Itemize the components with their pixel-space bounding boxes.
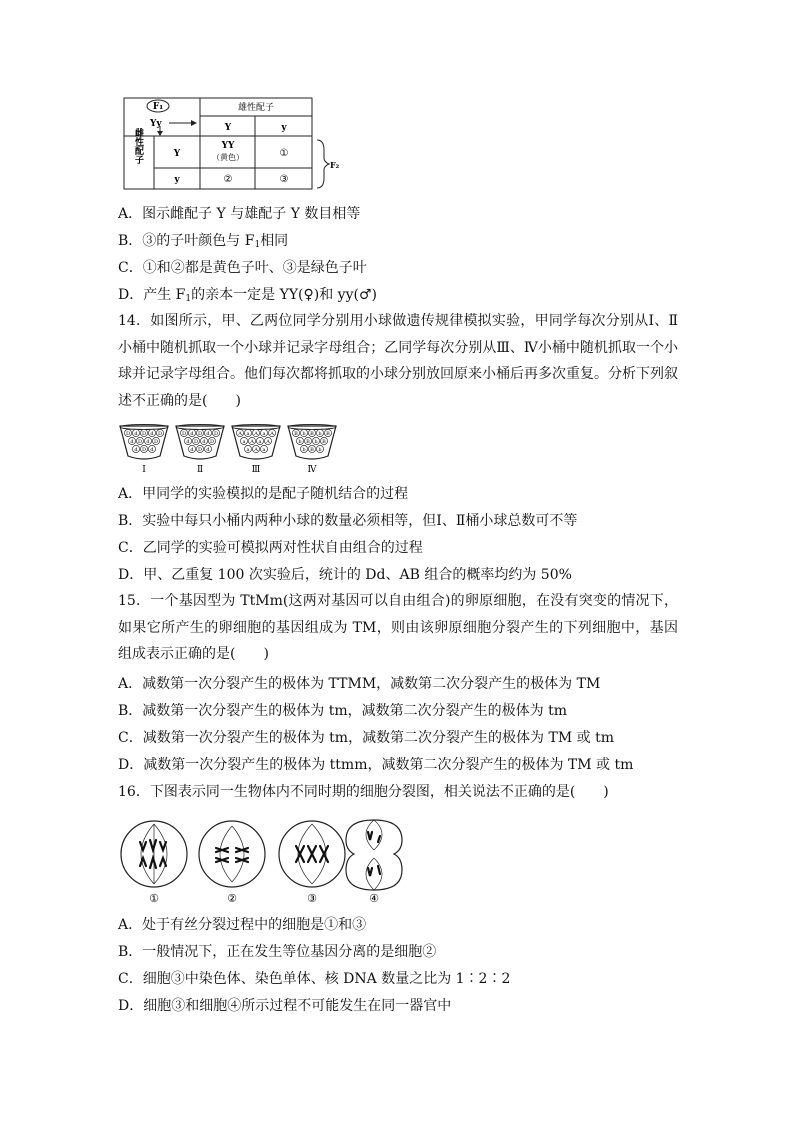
svg-text:A: A [270,431,274,437]
svg-text:d: d [134,447,138,453]
male-col-Y: Y [224,123,232,133]
q14-option-b: B．实验中每只小桶内两种小球的数量必须相等，但Ⅰ、Ⅱ桶小球总数可不等 [118,513,578,529]
q15-option-b: B．减数第一次分裂产生的极体为 tm，减数第二次分裂产生的极体为 tm [118,703,567,719]
svg-text:d: d [190,431,194,437]
bucket-label-2: Ⅱ [196,465,204,475]
svg-text:D: D [137,439,143,445]
svg-text:B: B [310,431,314,437]
bucket-2 [176,425,224,476]
svg-text:a: a [246,447,250,453]
svg-text:a: a [246,431,250,437]
q14-stem: 14．如图所示，甲、乙两位同学分别用小球做遗传规律模拟实验，甲同学每次分别从Ⅰ、Ⅱ小桶中随机抓取一个小球并记录字母组合；乙同学每次分别从Ⅲ、Ⅳ小桶中随机抓取一个小球并记录字母组合。他们每次都将抓取的小球分别放回原来小桶后再多次重复。分析下列叙述不正确的是( ) [118,313,678,409]
q16-stem: 16．下图表示同一生物体内不同时期的细胞分裂图，相关说法不正确的是( ) [118,784,609,800]
bucket-label-1: Ⅰ [142,465,146,475]
svg-text:b: b [318,431,322,437]
svg-text:D: D [125,431,131,437]
q15-option-d: D．减数第一次分裂产生的极体为 ttmm，减数第二次分裂产生的极体为 TM 或 tm [118,757,634,773]
cell-label-2: ② [227,892,237,905]
svg-text:b: b [314,439,318,445]
svg-text:b: b [302,431,306,437]
svg-text:d: d [202,439,206,445]
svg-text:B: B [310,447,314,453]
svg-text:D: D [157,431,163,437]
f2-label: F₂ [330,160,340,170]
cell-label-3: ③ [307,892,317,905]
svg-text:D: D [181,431,187,437]
female-row-y: y [174,175,180,185]
svg-text:B: B [294,431,298,437]
q15-option-a: A．减数第一次分裂产生的极体为 TTMM，减数第二次分裂产生的极体为 TM [118,676,601,692]
male-col-y: y [281,123,287,133]
svg-text:d: d [130,439,134,445]
q13-option-a: A．图示雌配子 Y 与雄配子 Y 数目相等 [118,206,361,222]
cell-YY: YY [221,141,235,151]
q16-option-d: D．细胞③和细胞④所示过程不可能发生在同一器官中 [118,998,452,1014]
svg-text:d: d [150,431,154,437]
svg-text:B: B [306,439,310,445]
svg-text:B: B [322,439,326,445]
cell-3: ③ [279,174,289,185]
svg-text:a: a [258,439,262,445]
cell-division-figure [118,812,408,907]
cell-1: ① [279,148,289,159]
svg-text:A: A [250,439,254,445]
svg-text:a: a [262,431,266,437]
male-gamete-header: 雄性配子 [237,103,275,113]
q15-stem: 15．一个基因型为 TtMm(这两对基因可以自由组合)的卵原细胞，在没有突变的情况下，如果它所产生的卵细胞的基因组成为 TM，则由该卵原细胞分裂产生的下列细胞中，基因组成表示正确的是( ) [118,593,678,662]
svg-text:d: d [206,431,210,437]
q13-option-d-text-end: 的亲本一定是 YY(♀)和 yy(♂) [191,287,377,303]
q13-option-b: B．③的子叶颜色与 $F_1$相同 [118,233,289,250]
svg-text:b: b [318,447,322,453]
f1-label: F₁ [152,102,164,112]
cell-YY-note: （黄色） [212,153,244,162]
svg-text:a: a [242,439,246,445]
svg-text:D: D [213,431,219,437]
q13-option-d-text: D．产生 F [118,287,186,303]
svg-text:d: d [150,447,154,453]
svg-text:A: A [238,431,242,437]
buckets-figure [118,422,343,476]
svg-text:d: d [146,439,150,445]
svg-text:a: a [262,447,266,453]
svg-text:D: D [153,439,159,445]
q16-option-b: B．一般情况下，正在发生等位基因分离的是细胞② [118,944,437,960]
svg-text:b: b [302,447,306,453]
svg-text:D: D [197,447,203,453]
q14-option-a: A．甲同学的实验模拟的是配子随机结合的过程 [118,486,409,502]
bucket-4 [288,425,336,476]
f1-genotype: Yy [150,119,162,129]
svg-text:D: D [193,439,199,445]
cell-2: ② [223,174,233,185]
svg-text:b: b [298,439,302,445]
q14-option-c: C．乙同学的实验可模拟两对性状自由组合的过程 [118,540,423,556]
svg-text:A: A [266,439,270,445]
svg-text:B: B [326,431,330,437]
bucket-label-3: Ⅲ [251,465,261,475]
bucket-label-4: Ⅳ [307,465,317,475]
q13-option-d: D．产生 $F_1$的亲本一定是 YY(♀)和 yy(♂) [118,287,377,304]
cell-label-1: ① [149,892,159,905]
svg-text:A: A [254,431,258,437]
q14-option-d: D．甲、乙重复 100 次实验后，统计的 Dd、AB 组合的概率均约为 50% [118,567,572,583]
svg-text:D: D [141,447,147,453]
q16-option-c: C．细胞③中染色体、染色单体、核 DNA 数量之比为 1∶2∶2 [118,971,511,987]
bucket-1 [120,425,168,476]
cell-2-membrane [199,821,265,887]
svg-text:D: D [209,439,215,445]
svg-text:d: d [190,447,194,453]
bucket-3 [232,425,280,476]
q15-option-c: C．减数第一次分裂产生的极体为 tm，减数第二次分裂产生的极体为 TM 或 tm [118,730,614,746]
svg-text:A: A [254,447,258,453]
cell-label-4: ④ [369,892,379,905]
q16-option-a: A．处于有丝分裂过程中的细胞是①和③ [118,917,367,933]
punnett-square-figure [118,96,338,194]
female-row-Y: Y [173,149,181,159]
q13-option-b-text-end: 相同 [260,233,289,249]
q13-option-c: C．①和②都是黄色子叶、③是绿色子叶 [118,260,367,276]
svg-text:d: d [186,439,190,445]
cell-4-membrane [346,820,402,890]
female-gamete-header: 雌性配子 [133,128,143,164]
svg-text:D: D [141,431,147,437]
svg-text:d: d [134,431,138,437]
svg-text:d: d [206,447,210,453]
svg-text:D: D [197,431,203,437]
q13-option-b-text: B．③的子叶颜色与 F [118,233,255,249]
